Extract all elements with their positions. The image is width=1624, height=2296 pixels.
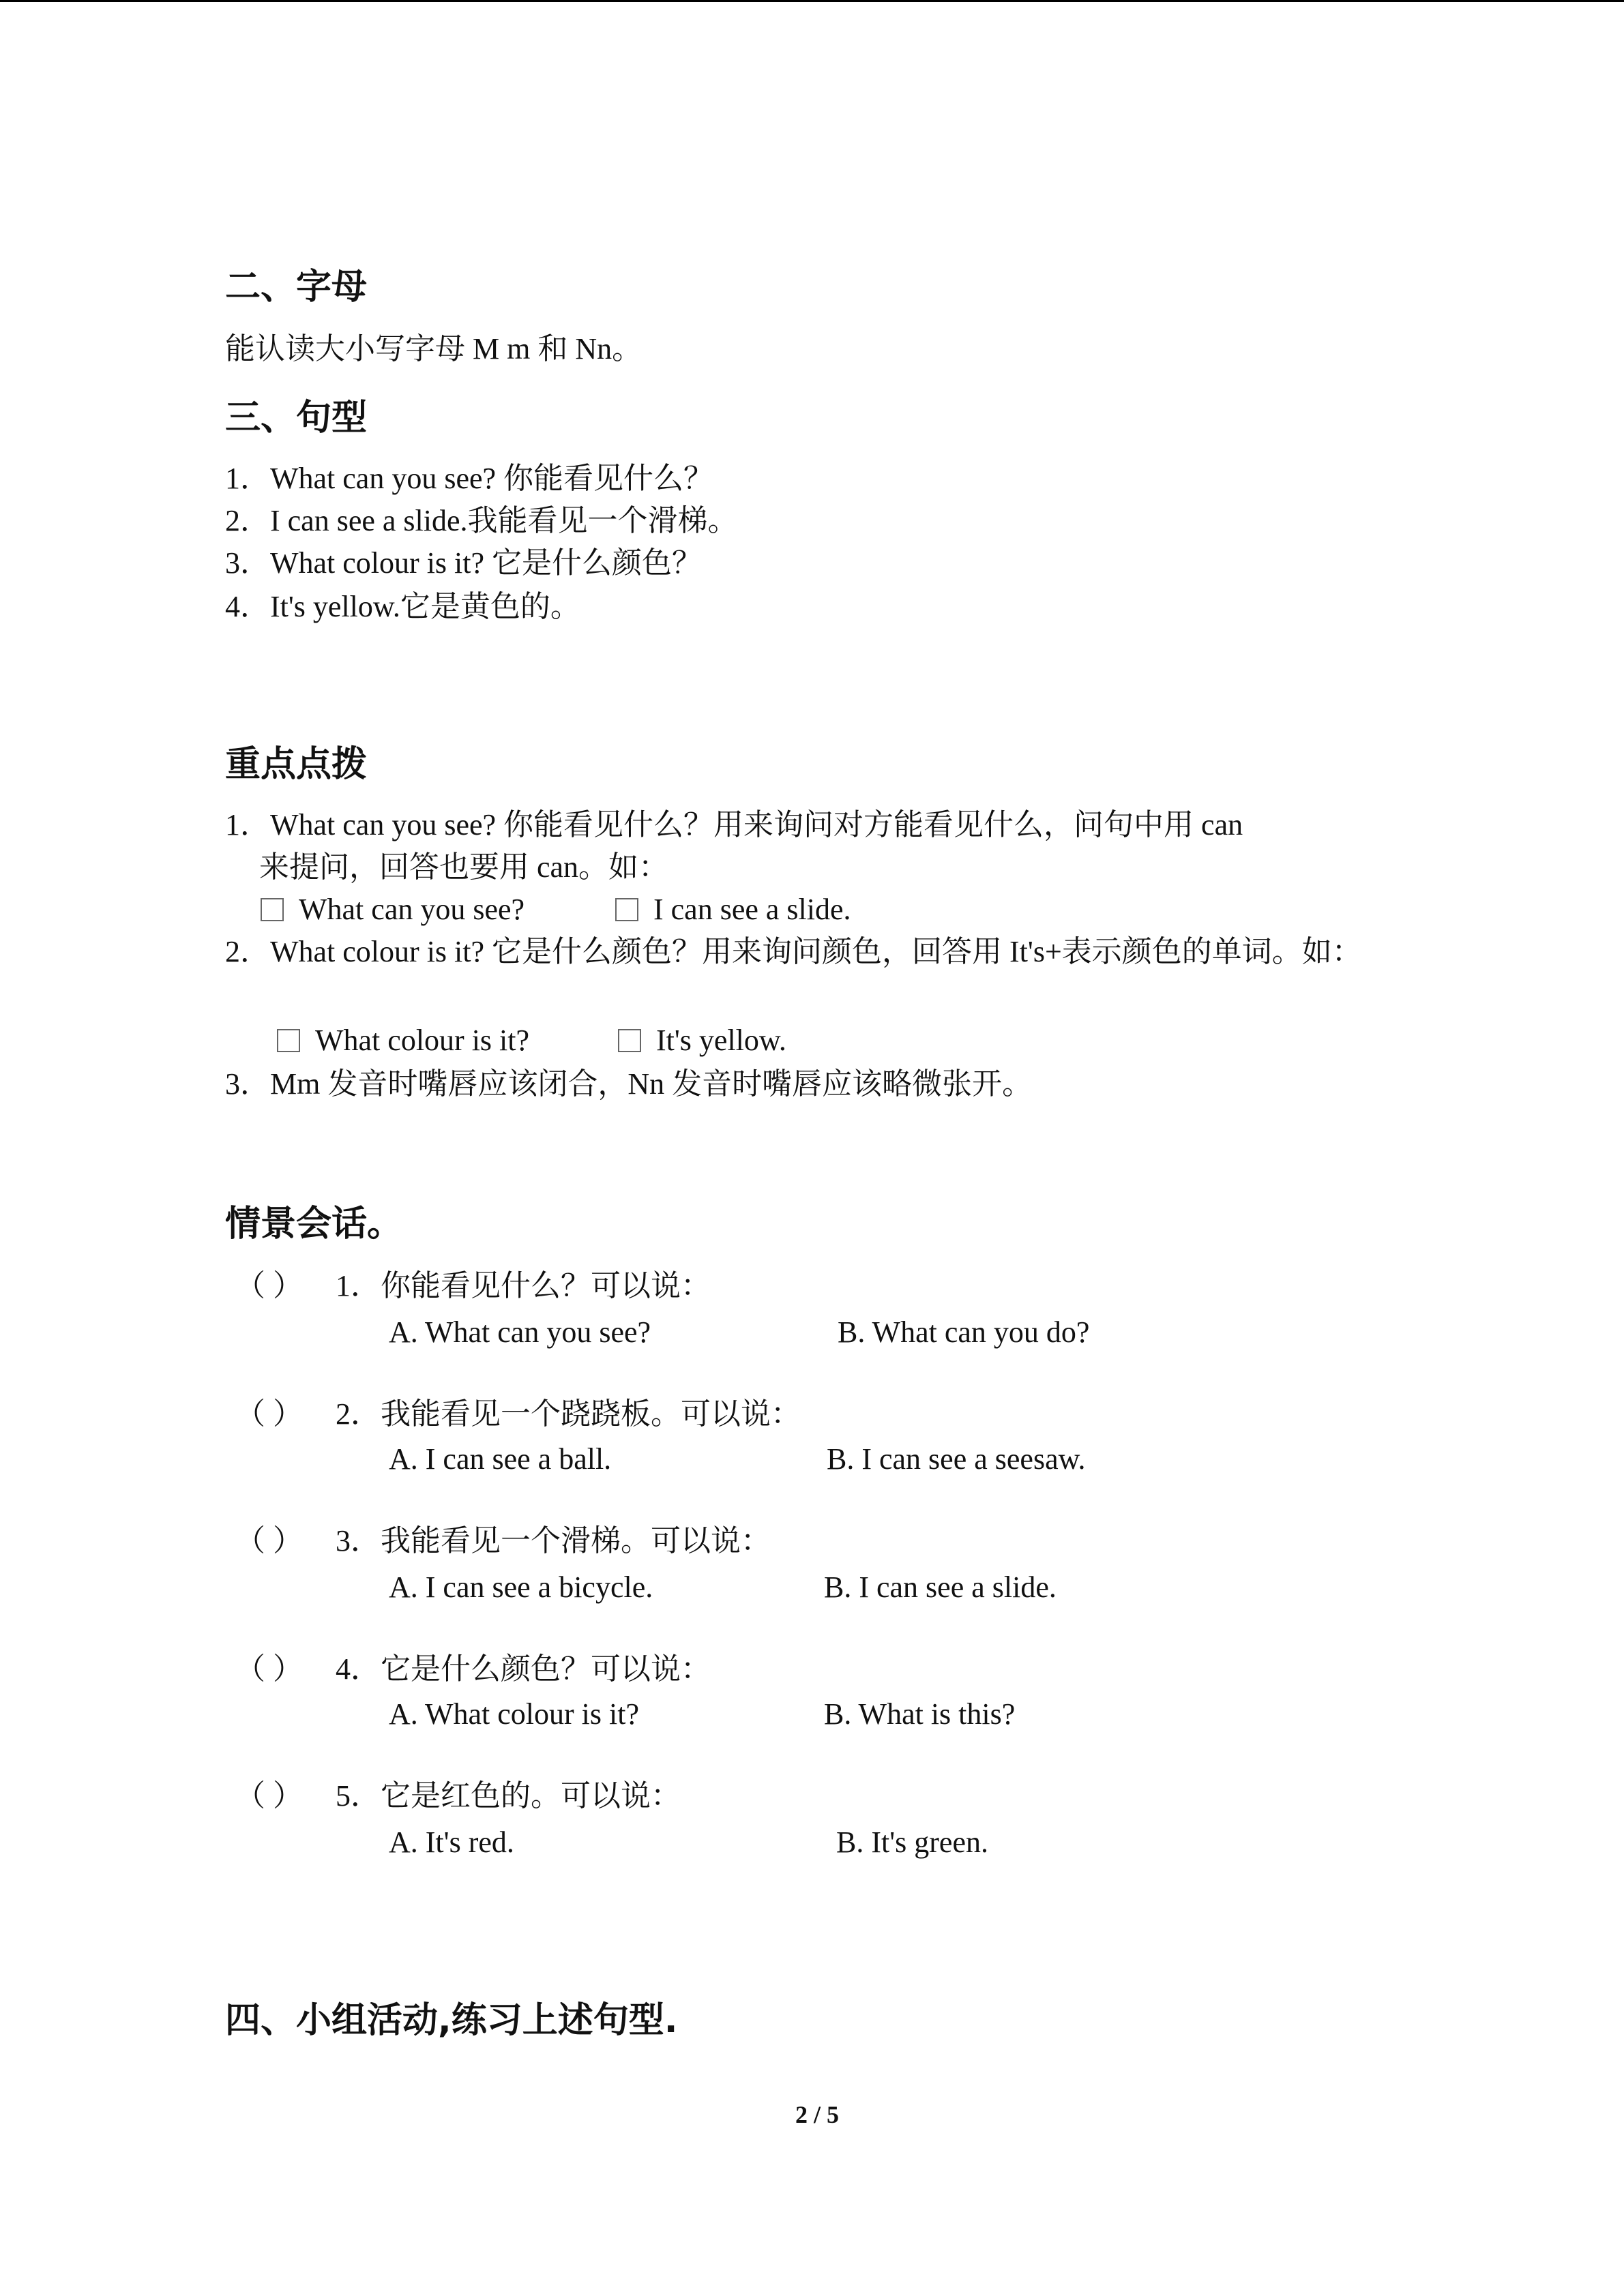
question-text: 3．我能看见一个滑梯。可以说： bbox=[336, 1524, 771, 1557]
pattern-item: 3．What colour is it? 它是什么颜色？ bbox=[225, 546, 703, 580]
keypoint-1-line2: 来提问，回答也要用 can。如： bbox=[259, 850, 669, 884]
keypoint-2-example-q: What colour is it? bbox=[277, 1020, 529, 1061]
question-text: 4．它是什么颜色？可以说： bbox=[336, 1652, 711, 1686]
option-a: A. What can you see? bbox=[389, 1315, 651, 1349]
option-a: A. I can see a ball. bbox=[389, 1442, 612, 1476]
top-border bbox=[0, 0, 1624, 2]
answer-blank[interactable]: （ ） bbox=[235, 1269, 303, 1302]
keypoint-1-example-q: What can you see? bbox=[261, 889, 525, 930]
dialogue-title: 情景会话。 bbox=[225, 1204, 403, 1244]
keypoint-2-example-a: It's yellow. bbox=[618, 1020, 786, 1061]
section3-title: 三、句型 bbox=[225, 398, 368, 438]
section2-title: 二、字母 bbox=[225, 267, 368, 308]
question-text: 5．它是红色的。可以说： bbox=[336, 1779, 681, 1813]
option-b: B. I can see a seesaw. bbox=[827, 1442, 1086, 1476]
checkbox-icon bbox=[615, 898, 638, 921]
option-b: B. What is this? bbox=[824, 1697, 1016, 1731]
answer-blank[interactable]: （ ） bbox=[235, 1524, 303, 1557]
option-b: B. What can you do? bbox=[838, 1315, 1090, 1349]
checkbox-icon bbox=[277, 1029, 300, 1052]
page-number: 2 / 5 bbox=[795, 2101, 840, 2128]
keypoint-1-example-a: I can see a slide. bbox=[615, 889, 851, 930]
option-a: A. What colour is it? bbox=[389, 1697, 639, 1731]
keypoint-1-line1: 1．What can you see? 你能看见什么？用来询问对方能看见什么，问句中用 can bbox=[225, 808, 1243, 841]
answer-blank[interactable]: （ ） bbox=[235, 1397, 303, 1431]
answer-blank[interactable]: （ ） bbox=[235, 1652, 303, 1686]
option-a: A. It's red. bbox=[389, 1825, 514, 1859]
pattern-item: 1．What can you see? 你能看见什么？ bbox=[225, 462, 714, 495]
answer-blank[interactable]: （ ） bbox=[235, 1779, 303, 1813]
option-b: B. I can see a slide. bbox=[824, 1570, 1057, 1604]
keypoints-title: 重点点拨 bbox=[225, 744, 368, 785]
option-a: A. I can see a bicycle. bbox=[389, 1570, 653, 1604]
section2-text: 能认读大小写字母 M m 和 Nn。 bbox=[225, 332, 643, 366]
pattern-item: 2．I can see a slide.我能看见一个滑梯。 bbox=[225, 504, 738, 537]
section4-title: 四、小组活动,练习上述句型. bbox=[225, 2000, 678, 2041]
option-b: B. It's green. bbox=[836, 1825, 988, 1859]
keypoint-2-line1: 2．What colour is it? 它是什么颜色？用来询问颜色，回答用 It's+表示颜色的单词。如： bbox=[225, 935, 1362, 968]
checkbox-icon bbox=[261, 898, 284, 921]
question-text: 2．我能看见一个跷跷板。可以说： bbox=[336, 1397, 801, 1431]
question-text: 1．你能看见什么？可以说： bbox=[336, 1269, 711, 1302]
pattern-item: 4．It's yellow.它是黄色的。 bbox=[225, 590, 580, 623]
checkbox-icon bbox=[618, 1029, 641, 1052]
keypoint-3: 3．Mm 发音时嘴唇应该闭合，Nn 发音时嘴唇应该略微张开。 bbox=[225, 1067, 1033, 1101]
